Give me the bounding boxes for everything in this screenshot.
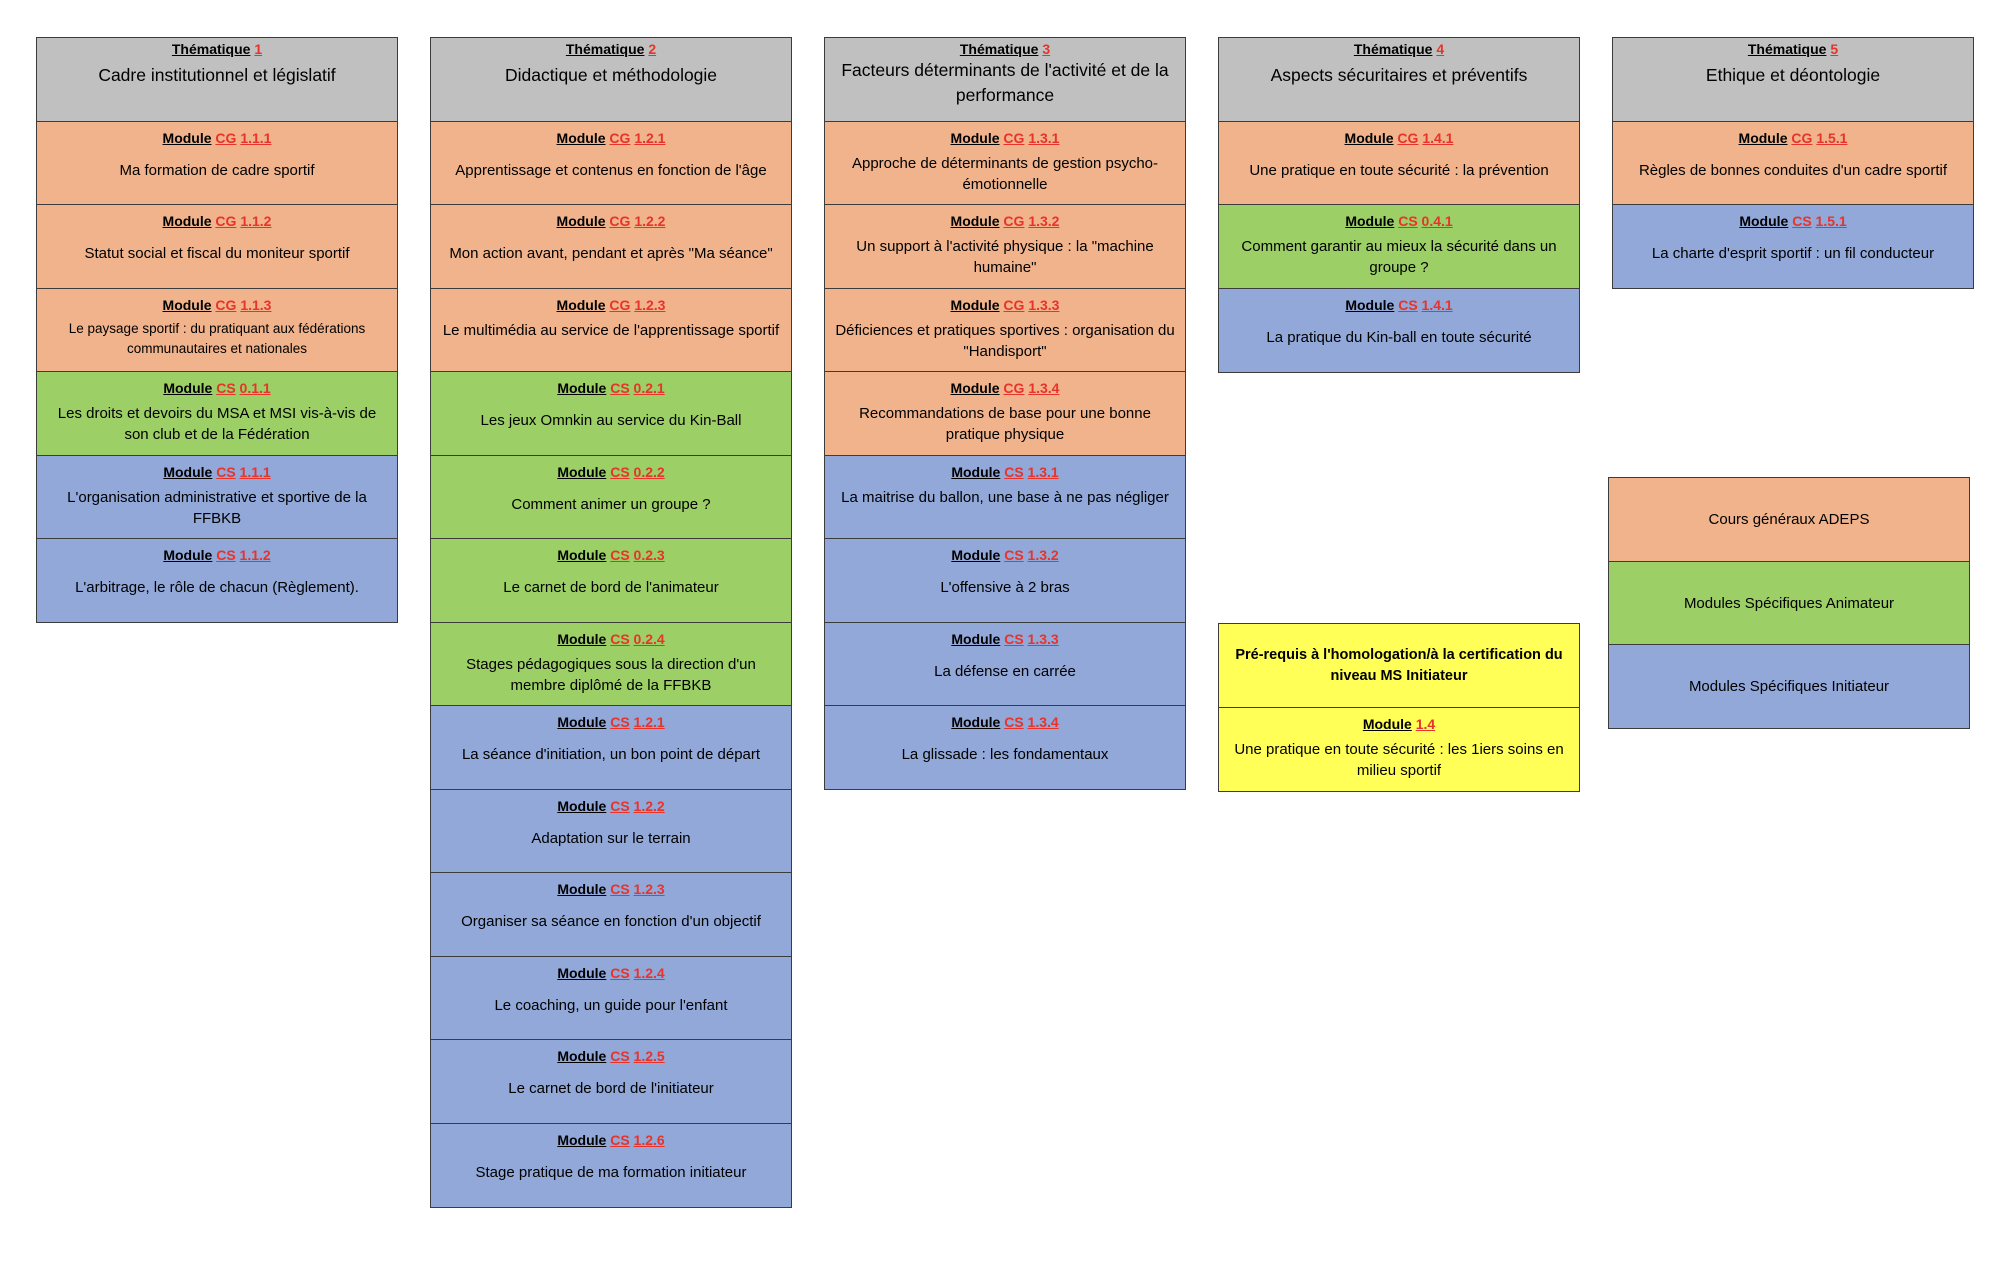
thematique-header <box>430 37 792 122</box>
module-label-line <box>951 631 1058 647</box>
module-card[interactable] <box>430 288 792 373</box>
module-word: Module <box>557 714 607 730</box>
module-label-line <box>163 380 270 396</box>
module-code: 1.1.2 <box>239 547 271 563</box>
module-type: CG <box>609 129 631 146</box>
module-word: Module <box>557 1131 607 1148</box>
thematique-title: Aspects sécuritaires et préventifs <box>1270 65 1528 85</box>
module-label-line <box>163 297 272 313</box>
module-card[interactable] <box>824 705 1186 790</box>
module-label-line <box>557 881 664 897</box>
module-title: Le multimédia au service de l'apprentissage sportif <box>442 321 780 339</box>
module-word: Module <box>557 797 607 814</box>
module-word: Module <box>557 380 607 396</box>
module-title: Stage pratique de ma formation initiateur <box>475 1163 747 1181</box>
module-code: 0.1.1 <box>239 380 271 396</box>
thematique-word: Thématique <box>171 41 251 57</box>
module-word: Module <box>557 630 607 647</box>
module-word: Module <box>950 213 1000 229</box>
module-code: 1.3.1 <box>1028 129 1060 146</box>
module-word: Module <box>1344 129 1394 146</box>
module-type: CS <box>610 380 630 396</box>
module-code: 1.2.3 <box>634 296 666 313</box>
module-title: L'organisation administrative et sportive de la FFBKB <box>67 488 367 527</box>
thematique-column-4 <box>1218 37 1580 373</box>
module-code: 0.4.1 <box>1421 213 1453 229</box>
module-word: Module <box>1345 296 1395 313</box>
module-word: Module <box>557 463 607 480</box>
module-title: La pratique du Kin-ball en toute sécurité <box>1266 328 1532 346</box>
module-title: Le carnet de bord de l'initiateur <box>508 1080 714 1097</box>
module-label-line <box>163 213 272 229</box>
legend-label: Cours généraux ADEPS <box>1708 511 1870 528</box>
module-type: CS <box>610 714 630 730</box>
prerequisite-block <box>1218 623 1580 792</box>
module-code: 1.3.3 <box>1027 630 1059 647</box>
module-label-line <box>557 547 664 563</box>
module-type: CG <box>215 213 237 229</box>
module-card[interactable] <box>430 371 792 456</box>
module-label-line <box>557 714 664 730</box>
module-title: Une pratique en toute sécurité : les 1iers soins en milieu sportif <box>1234 740 1564 779</box>
module-word: Module <box>162 129 212 146</box>
module-label-line <box>557 965 664 981</box>
module-title: Une pratique en toute sécurité : la prévention <box>1249 161 1549 179</box>
module-label-line <box>951 130 1060 146</box>
module-card[interactable] <box>824 288 1186 373</box>
thematique-header <box>824 37 1186 122</box>
module-label-line <box>557 213 666 229</box>
module-title: Comment animer un groupe ? <box>511 495 711 513</box>
module-word: Module <box>1739 213 1789 229</box>
module-title: Comment garantir au mieux la sécurité dans un groupe ? <box>1241 238 1557 276</box>
module-type: CG <box>1003 213 1025 229</box>
module-code: 1.3.2 <box>1027 547 1059 563</box>
module-code: 1.3.4 <box>1027 714 1059 730</box>
module-label-line <box>163 547 270 563</box>
module-type: CG <box>609 213 631 229</box>
module-card[interactable] <box>430 204 792 289</box>
module-code: 1.4 <box>1415 715 1436 732</box>
module-code: 1.2.5 <box>633 1048 665 1064</box>
module-title: L'offensive à 2 bras <box>940 579 1070 596</box>
module-title: Apprentissage et contenus en fonction de l'âge <box>455 161 767 179</box>
module-type: CS <box>610 463 630 480</box>
module-type: CS <box>1792 213 1812 229</box>
thematique-label-line <box>172 41 262 57</box>
module-code: 1.3.1 <box>1027 463 1059 480</box>
module-code: 1.2.1 <box>634 129 666 146</box>
module-title: La glissade : les fondamentaux <box>901 746 1109 763</box>
thematique-header <box>36 37 398 122</box>
module-card[interactable] <box>1218 204 1580 289</box>
module-card[interactable] <box>824 538 1186 623</box>
legend-item-modules-animateur <box>1608 561 1970 646</box>
module-type: CG <box>1003 129 1025 146</box>
module-code: 0.2.3 <box>633 547 665 563</box>
prerequisite-title: Pré-requis à l'homologation/à la certification du niveau MS Initiateur <box>1235 646 1563 684</box>
module-label-line <box>557 798 664 814</box>
module-code: 1.1.1 <box>239 463 271 480</box>
module-label-line <box>557 631 664 647</box>
module-card[interactable] <box>824 204 1186 289</box>
module-card[interactable] <box>824 455 1186 540</box>
module-label-line <box>1739 130 1848 146</box>
module-word: Module <box>163 547 213 563</box>
module-label-line <box>557 1048 664 1064</box>
module-label-line <box>951 547 1058 563</box>
module-word: Module <box>557 1048 607 1064</box>
module-word: Module <box>950 380 1000 396</box>
module-type: CG <box>1791 129 1813 146</box>
thematique-title: Facteurs déterminants de l'activité et de la performance <box>841 60 1169 105</box>
module-card[interactable] <box>824 371 1186 456</box>
module-title: Stages pédagogiques sous la direction d'un membre diplômé de la FFBKB <box>466 655 756 694</box>
module-word: Module <box>1345 213 1395 229</box>
module-code: 1.3.4 <box>1028 380 1060 396</box>
module-card[interactable] <box>430 789 792 874</box>
module-type: CG <box>609 296 631 313</box>
module-type: CS <box>610 1048 630 1064</box>
module-title: Organiser sa séance en fonction d'un objectif <box>461 913 761 930</box>
module-word: Module <box>557 881 607 897</box>
module-label-line <box>557 380 664 396</box>
module-type: CG <box>215 296 237 313</box>
module-type: CG <box>215 129 237 146</box>
thematique-word: Thématique <box>959 41 1039 57</box>
module-code: 1.1.1 <box>240 129 272 146</box>
thematique-label-line <box>1748 41 1838 57</box>
thematique-number: 4 <box>1436 41 1445 57</box>
module-word: Module <box>950 296 1000 313</box>
module-type: CS <box>1004 547 1024 563</box>
module-type: CS <box>1004 463 1024 480</box>
module-card[interactable] <box>36 371 398 456</box>
legend-label: Modules Spécifiques Animateur <box>1683 594 1895 612</box>
module-card[interactable] <box>430 622 792 707</box>
module-word: Module <box>556 213 606 229</box>
thematique-column-5 <box>1612 37 1974 289</box>
thematique-title: Cadre institutionnel et législatif <box>98 65 336 85</box>
module-type: CS <box>216 380 236 396</box>
module-label-line <box>163 130 272 146</box>
module-card[interactable] <box>430 121 792 206</box>
thematique-word: Thématique <box>565 41 645 57</box>
module-word: Module <box>951 630 1001 647</box>
module-word: Module <box>950 129 1000 146</box>
module-card[interactable] <box>1612 204 1974 289</box>
module-code: 0.2.4 <box>633 630 665 647</box>
module-label-line <box>557 1132 664 1148</box>
module-label-line <box>951 380 1060 396</box>
legend-item-cours-generaux <box>1608 477 1970 562</box>
module-title: La charte d'esprit sportif : un fil conducteur <box>1651 245 1935 262</box>
module-label-line <box>557 130 666 146</box>
module-word: Module <box>162 213 212 229</box>
thematique-label-line <box>566 41 656 57</box>
module-label-line <box>951 297 1060 313</box>
module-code: 1.4.1 <box>1421 296 1453 313</box>
module-code: 1.5.1 <box>1816 129 1848 146</box>
legend-label: Modules Spécifiques Initiateur <box>1688 678 1890 695</box>
module-label-line <box>1345 213 1452 229</box>
module-card[interactable] <box>36 204 398 289</box>
module-title: Le paysage sportif : du pratiquant aux fédérations communautaires et nationales <box>68 320 366 356</box>
module-card[interactable] <box>430 705 792 790</box>
thematique-label-line <box>960 41 1050 57</box>
module-code: 1.1.3 <box>240 296 272 313</box>
thematique-word: Thématique <box>1353 41 1433 57</box>
prerequisite-header <box>1218 623 1580 708</box>
thematique-number: 3 <box>1042 41 1051 57</box>
module-card[interactable] <box>824 121 1186 206</box>
thematique-header <box>1218 37 1580 122</box>
module-type: CS <box>1004 630 1024 647</box>
module-card[interactable] <box>430 1123 792 1208</box>
module-card[interactable] <box>1218 121 1580 206</box>
module-code: 0.2.1 <box>633 380 665 396</box>
module-word: Module <box>951 547 1001 563</box>
thematique-column-2 <box>430 37 792 1208</box>
module-type: CS <box>610 1131 630 1148</box>
module-word: Module <box>1362 715 1412 732</box>
module-title: La séance d'initiation, un bon point de départ <box>461 746 761 763</box>
module-code: 1.3.3 <box>1028 296 1060 313</box>
module-code: 0.2.2 <box>633 463 665 480</box>
module-code: 1.3.2 <box>1028 213 1060 229</box>
thematique-label-line <box>1354 41 1444 57</box>
module-title: La maitrise du ballon, une base à ne pas négliger <box>841 488 1169 506</box>
module-card[interactable] <box>1612 121 1974 206</box>
module-type: CS <box>216 547 236 563</box>
module-card[interactable] <box>430 1039 792 1124</box>
module-card[interactable] <box>36 455 398 540</box>
module-word: Module <box>557 964 607 981</box>
thematique-column-3 <box>824 37 1186 790</box>
prerequisite-module[interactable] <box>1218 707 1580 792</box>
module-label-line <box>951 213 1060 229</box>
module-card[interactable] <box>36 538 398 623</box>
module-type: CS <box>1398 213 1418 229</box>
module-title: Les droits et devoirs du MSA et MSI vis-à-vis de son club et de la Fédération <box>57 405 377 443</box>
module-card[interactable] <box>36 288 398 373</box>
thematique-number: 2 <box>648 41 657 57</box>
module-word: Module <box>163 380 213 396</box>
module-code: 1.2.2 <box>633 797 665 814</box>
module-label-line <box>163 464 270 480</box>
module-card[interactable] <box>430 538 792 623</box>
module-word: Module <box>557 547 607 563</box>
module-type: CS <box>610 964 630 981</box>
module-word: Module <box>162 296 212 313</box>
module-card[interactable] <box>1218 288 1580 373</box>
module-card[interactable] <box>36 121 398 206</box>
module-type: CS <box>216 463 236 480</box>
module-card[interactable] <box>430 455 792 540</box>
module-type: CG <box>1397 129 1419 146</box>
thematique-title: Ethique et déontologie <box>1705 65 1881 85</box>
module-type: CS <box>610 881 630 897</box>
module-title: Règles de bonnes conduites d'un cadre sportif <box>1638 161 1948 179</box>
module-type: CS <box>1004 714 1024 730</box>
thematique-column-1 <box>36 37 398 623</box>
module-title: Un support à l'activité physique : la "machine humaine" <box>856 238 1154 276</box>
module-word: Module <box>1738 129 1788 146</box>
thematique-header <box>1612 37 1974 122</box>
module-title: Adaptation sur le terrain <box>531 829 691 847</box>
thematique-number: 5 <box>1830 41 1839 57</box>
module-label-line <box>1345 130 1454 146</box>
module-type: CS <box>610 630 630 647</box>
module-title: Ma formation de cadre sportif <box>119 161 315 179</box>
module-title: L'arbitrage, le rôle de chacun (Règlement). <box>75 579 359 596</box>
module-title: Statut social et fiscal du moniteur sportif <box>84 245 350 262</box>
module-type: CG <box>1003 296 1025 313</box>
thematique-title: Didactique et méthodologie <box>504 65 718 85</box>
module-code: 1.2.1 <box>633 714 665 730</box>
module-word: Module <box>951 463 1001 480</box>
module-label-line <box>1739 213 1846 229</box>
module-card[interactable] <box>430 872 792 957</box>
module-code: 1.1.2 <box>240 213 272 229</box>
module-word: Module <box>556 129 606 146</box>
module-word: Module <box>951 714 1001 730</box>
module-label-line <box>557 297 666 313</box>
module-card[interactable] <box>824 622 1186 707</box>
module-title: Le coaching, un guide pour l'enfant <box>494 996 728 1014</box>
module-title: Déficiences et pratiques sportives : organisation du "Handisport" <box>835 321 1175 360</box>
module-type: CS <box>1398 296 1418 313</box>
legend-item-modules-initiateur <box>1608 644 1970 729</box>
module-title: La défense en carrée <box>934 662 1076 680</box>
module-label-line <box>557 464 664 480</box>
module-label-line <box>1345 297 1452 313</box>
module-type: CG <box>1003 380 1025 396</box>
module-code: 1.2.6 <box>633 1131 665 1148</box>
module-word: Module <box>556 296 606 313</box>
module-label-line <box>951 464 1058 480</box>
module-type: CS <box>610 547 630 563</box>
module-type: CS <box>610 797 630 814</box>
module-code: 1.2.2 <box>634 213 666 229</box>
module-word: Module <box>163 463 213 480</box>
module-title: Approche de déterminants de gestion psycho-émotionnelle <box>851 154 1159 193</box>
color-legend <box>1608 477 1970 729</box>
module-title: Recommandations de base pour une bonne pratique physique <box>859 405 1151 443</box>
module-code: 1.4.1 <box>1422 129 1454 146</box>
module-code: 1.2.3 <box>633 881 665 897</box>
thematique-number: 1 <box>254 41 263 57</box>
module-card[interactable] <box>430 956 792 1041</box>
module-title: Les jeux Omnkin au service du Kin-Ball <box>480 412 742 429</box>
module-title: Mon action avant, pendant et après "Ma séance" <box>449 245 773 262</box>
module-label-line <box>951 714 1058 730</box>
module-code: 1.5.1 <box>1815 213 1847 229</box>
module-code: 1.2.4 <box>633 964 665 981</box>
module-title: Le carnet de bord de l'animateur <box>503 579 719 596</box>
thematique-word: Thématique <box>1747 41 1827 57</box>
